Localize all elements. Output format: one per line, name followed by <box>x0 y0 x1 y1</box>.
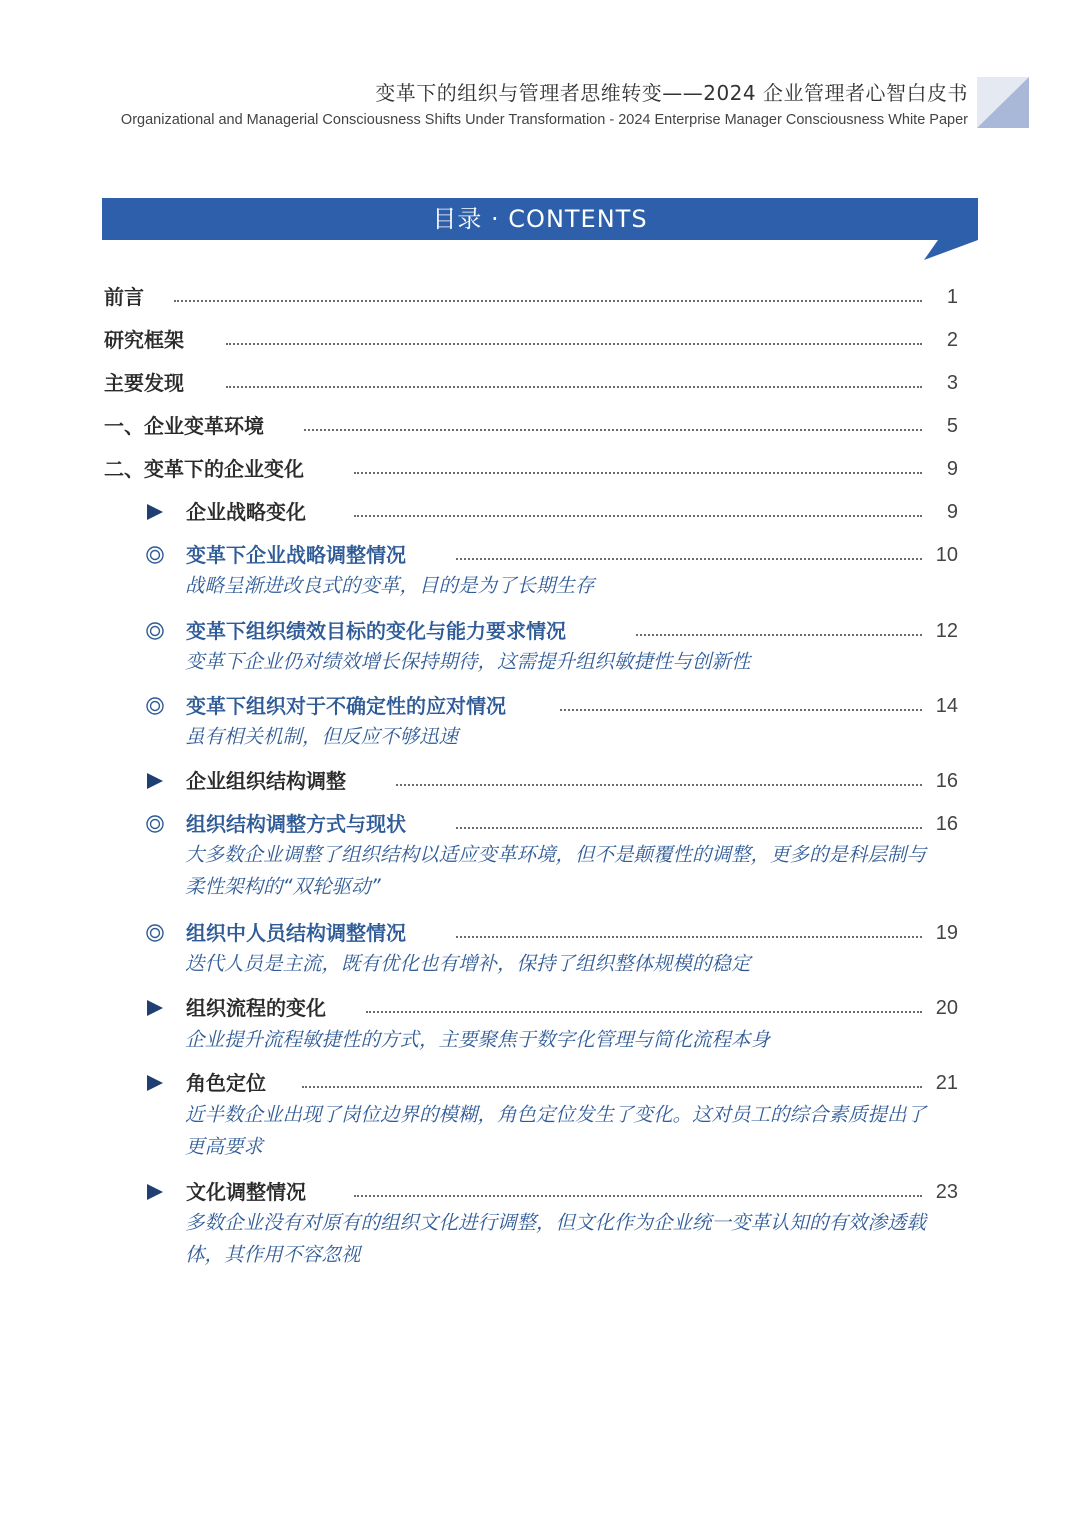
toc-entry-title: 组织流程的变化 <box>186 996 326 1020</box>
toc-page-number: 3 <box>946 372 958 394</box>
toc-entry-title: 主要发现 <box>104 371 184 395</box>
toc-entry-preface[interactable] <box>0 280 1080 314</box>
toc-entry-culture-adjustment[interactable] <box>0 1175 1080 1209</box>
toc-entry-strategy-change[interactable] <box>0 495 1080 529</box>
toc-entry-title: 文化调整情况 <box>186 1180 306 1204</box>
toc-page-number: 16 <box>935 813 958 835</box>
toc-page-number: 23 <box>935 1181 958 1203</box>
toc-entry-key-findings[interactable] <box>0 366 1080 400</box>
toc-page-number: 10 <box>935 544 958 566</box>
toc-entry-title: 企业战略变化 <box>186 500 306 524</box>
header-title: 变革下的组织与管理者思维转变——2024 企业管理者心智白皮书 <box>375 81 968 105</box>
toc-entry-description: 企业提升流程敏捷性的方式，主要聚焦于数字化管理与简化流程本身 <box>185 1028 771 1051</box>
toc-leader-dots <box>366 1011 922 1013</box>
triangle-bullet-icon <box>146 772 164 790</box>
toc-entry-process-change[interactable] <box>0 991 1080 1025</box>
toc-entry-description: 变革下企业仍对绩效增长保持期待，这需提升组织敏捷性与创新性 <box>185 650 751 673</box>
toc-leader-dots <box>354 472 922 474</box>
toc-entry-description: 多数企业没有对原有的组织文化进行调整，但文化作为企业统一变革认知的有效渗透载体，其作用不容忽视 <box>185 1211 927 1266</box>
toc-entry-staff-structure[interactable] <box>0 916 1080 950</box>
toc-leader-dots <box>456 936 922 938</box>
toc-leader-dots <box>354 1195 922 1197</box>
toc-leader-dots <box>226 386 922 388</box>
toc-leader-dots <box>304 429 922 431</box>
double-circle-bullet-icon <box>146 622 164 640</box>
toc-page-number: 12 <box>935 620 958 642</box>
toc-entry-title: 二、变革下的企业变化 <box>104 457 304 481</box>
toc-entry-uncertainty-response[interactable] <box>0 689 1080 723</box>
toc-leader-dots <box>354 515 922 517</box>
toc-page-number: 1 <box>946 286 958 308</box>
double-circle-bullet-icon <box>146 815 164 833</box>
toc-page-number: 9 <box>946 458 958 480</box>
toc-entry-title: 变革下企业战略调整情况 <box>186 543 406 567</box>
toc-entry-performance-goals[interactable] <box>0 614 1080 648</box>
toc-entry-role-positioning[interactable] <box>0 1066 1080 1100</box>
toc-page-number: 9 <box>946 501 958 523</box>
toc-entry-chapter-1[interactable] <box>0 409 1080 443</box>
toc-leader-dots <box>456 558 922 560</box>
contents-title: 目录 · CONTENTS <box>432 205 648 233</box>
toc-leader-dots <box>396 784 922 786</box>
toc-leader-dots <box>226 343 922 345</box>
toc-entry-title: 角色定位 <box>186 1071 266 1095</box>
page-header <box>121 78 968 132</box>
toc-entry-description: 迭代人员是主流，既有优化也有增补，保持了组织整体规模的稳定 <box>185 952 751 975</box>
toc-entry-title: 组织结构调整方式与现状 <box>186 812 406 836</box>
toc-entry-description: 虽有相关机制，但反应不够迅速 <box>185 725 459 748</box>
toc-entry-structure-methods[interactable] <box>0 807 1080 841</box>
toc-leader-dots <box>456 827 922 829</box>
toc-entry-title: 变革下组织绩效目标的变化与能力要求情况 <box>186 619 566 643</box>
toc-entry-title: 组织中人员结构调整情况 <box>186 921 406 945</box>
toc-leader-dots <box>302 1086 922 1088</box>
toc-entry-description: 近半数企业出现了岗位边界的模糊，角色定位发生了变化。这对员工的综合素质提出了更高要求 <box>185 1103 927 1158</box>
triangle-bullet-icon <box>146 999 164 1017</box>
toc-entry-title: 研究框架 <box>104 328 184 352</box>
toc-leader-dots <box>560 709 922 711</box>
double-circle-bullet-icon <box>146 546 164 564</box>
toc-entry-chapter-2[interactable] <box>0 452 1080 486</box>
double-circle-bullet-icon <box>146 697 164 715</box>
toc-entry-org-structure[interactable] <box>0 764 1080 798</box>
toc-entry-title: 企业组织结构调整 <box>186 769 346 793</box>
toc-entry-description: 大多数企业调整了组织结构以适应变革环境，但不是颠覆性的调整，更多的是科层制与柔性架构的“双轮驱动” <box>185 843 927 898</box>
toc-entry-description: 战略呈渐进改良式的变革，目的是为了长期生存 <box>185 574 595 597</box>
triangle-bullet-icon <box>146 1074 164 1092</box>
toc-page-number: 2 <box>946 329 958 351</box>
double-circle-bullet-icon <box>146 924 164 942</box>
toc-page-number: 14 <box>935 695 958 717</box>
contents-banner <box>102 198 978 262</box>
toc-page-number: 21 <box>935 1072 958 1094</box>
toc-entry-strategy-adjustment[interactable] <box>0 538 1080 572</box>
toc-page-number: 5 <box>946 415 958 437</box>
toc-leader-dots <box>174 300 922 302</box>
toc-page-number: 20 <box>935 997 958 1019</box>
toc-entry-title: 变革下组织对于不确定性的应对情况 <box>186 694 506 718</box>
toc-entry-research-framework[interactable] <box>0 323 1080 357</box>
header-subtitle: Organizational and Managerial Consciousness Shifts Under Transformation - 2024 Enterprise Manager Consciousness White Paper <box>120 112 968 128</box>
corner-decoration-icon <box>977 77 1029 128</box>
triangle-bullet-icon <box>146 503 164 521</box>
toc-entry-title: 前言 <box>104 285 144 309</box>
toc-page-number: 16 <box>935 770 958 792</box>
toc-entry-title: 一、企业变革环境 <box>104 414 264 438</box>
toc-leader-dots <box>636 634 922 636</box>
toc-page-number: 19 <box>935 922 958 944</box>
triangle-bullet-icon <box>146 1183 164 1201</box>
